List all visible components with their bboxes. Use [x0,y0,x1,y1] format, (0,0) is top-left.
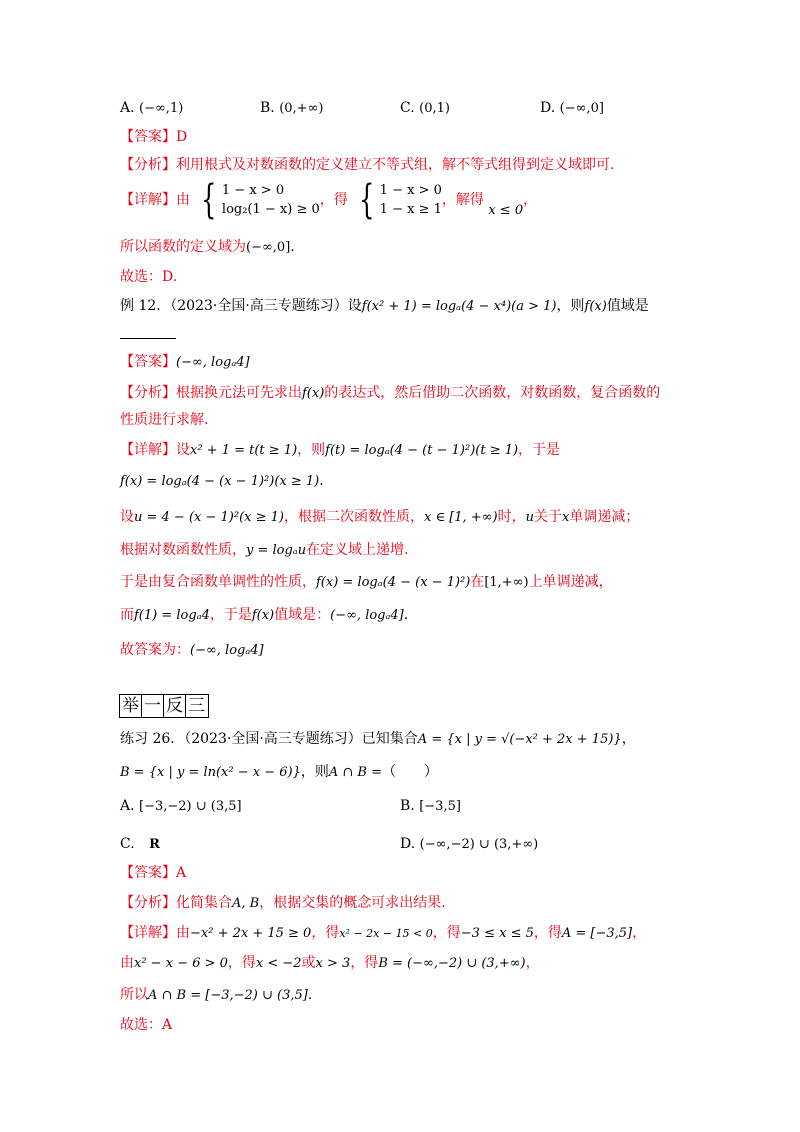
section-title [119,694,209,718]
analysis-text: ，根据交集的概念可求出结果. [259,895,446,911]
detail-math: −3 ≤ x ≤ 5 [460,926,534,941]
example-label: 例 12． [120,298,171,314]
option-value: R [149,837,160,852]
detail-math: B = (−∞,−2) ∪ (3,+∞) [378,956,526,971]
detail-math: x < −2 [255,956,302,971]
p26-detail-2 [120,953,540,974]
analysis-tag: 【分析】 [120,385,176,401]
detail-end: ， [525,955,540,971]
system-row: 1 − x > 0 [379,183,442,198]
detail-text: 设 [176,442,190,458]
inequality-system-2: { 1 − x > 0 1 − x ≥ 1 [359,177,442,223]
detail-text: ，得 [311,925,340,941]
ex12-analysis [120,383,660,404]
system-row: 1 − x > 0 [221,183,285,198]
detail-text: ，则 [297,442,326,458]
p26-analysis [120,893,446,914]
option-value: (0,1) [419,101,450,116]
detail-math: (−∞, logₐ4] [330,608,404,623]
detail-math: f(x) = logₐ(4 − (x − 1)²) [316,575,471,590]
answer-text: D [176,129,188,145]
detail-text: ，得 [319,192,348,208]
detail-math: x ≤ 0 [488,203,524,218]
p26-detail-1 [120,923,646,944]
section-title-char: 举 [122,696,140,716]
detail-math: x² − 2x − 15 < 0 [339,927,433,940]
detail-text: 在定义域上递增. [306,542,409,558]
detail-text: 关于 [533,509,562,525]
practice-math: A = {x | y = √(−x² + 2x + 15)} [417,732,622,747]
detail-text: 于是由复合函数单调性的性质， [120,574,316,590]
example-12-question [120,296,649,317]
detail-math: f(1) = logₐ4 [134,608,210,623]
detail-math: x ∈ [1, +∞) [423,510,498,525]
practice-text: （ ） [382,764,438,780]
detail-math: x² − x − 6 > 0 [134,956,228,971]
detail-math: x > 3 [315,956,351,971]
detail-math: f(x) [251,608,275,623]
detail-text: 上单调递减， [528,574,613,590]
detail-text: ，解得 [441,192,484,208]
choose-text: 故选：A [120,1017,173,1033]
section-title-char: 一 [141,695,162,717]
detail-text: ，于是 [518,442,561,458]
conclusion-text: 所以函数的定义域为 [120,239,246,255]
analysis-tag: 【分析】 [120,895,176,911]
ex12-final [120,640,264,661]
option-label: B. [400,798,415,814]
answer-tag: 【答案】 [120,129,176,145]
detail-text: 设 [120,509,134,525]
p26-detail-3 [120,985,312,1006]
detail-tag: 【详解】 [120,442,176,458]
final-text: 故答案为： [120,642,190,658]
detail-text: 由 [176,192,190,208]
analysis-text: 根据换元法可先求出 [176,385,302,401]
detail-math: f(x) = logₐ(4 − (x − 1)²)(x ≥ 1) [120,474,320,489]
q11-option-d [540,98,604,119]
practice-label: 练习 26． [120,731,185,747]
example-text: ，则 [556,298,585,314]
detail-end: . [403,607,409,623]
option-value: [−3,−2) ∪ (3,5] [139,799,242,814]
q11-option-a [120,98,183,119]
option-label: B. [260,100,275,116]
detail-math: [1,+∞) [484,575,529,590]
ex12-detail-6 [120,605,408,626]
q11-choose [120,267,177,287]
option-value: (0,+∞) [279,101,324,116]
option-value: [−3,5] [419,799,461,814]
option-label: A. [120,798,135,814]
practice-math: A ∩ B = [328,765,382,780]
option-label: D. [400,836,416,852]
detail-math: u [525,510,534,525]
p26-answer [120,863,186,883]
ex12-analysis-line2 [120,410,208,430]
detail-text: 单调递减； [569,509,640,525]
option-value: (−∞,0] [559,101,604,116]
detail-text: 在 [470,574,485,590]
answer-tag: 【答案】 [120,354,176,370]
detail-math: u = 4 − (x − 1)²(x ≥ 1) [134,510,284,525]
system-row: log₂(1 − x) ≥ 0 [221,202,320,217]
detail-text: 根据对数函数性质， [120,542,246,558]
p26-option-b [400,796,461,817]
detail-text: 时， [497,509,526,525]
option-label: C. [120,836,135,852]
detail-text: 所以 [120,987,148,1003]
analysis-text: 的表达式，然后借助二次函数，对数函数，复合函数的 [324,385,661,401]
ex12-detail-1 [120,440,560,461]
practice-text: ， [621,731,636,747]
detail-text: 或 [301,955,316,971]
practice-math: B = {x | y = ln(x² − x − 6)} [120,765,301,780]
q11-conclusion [120,237,295,258]
detail-text: 而 [120,607,134,623]
detail-tag: 【详解】 [120,925,176,941]
example-math: f(x² + 1) = logₐ(4 − x⁴)(a > 1) [361,299,557,314]
option-label: A. [120,100,135,116]
detail-text: ，得 [432,925,461,941]
p26-option-d [400,834,538,855]
analysis-text: 性质进行求解. [120,412,209,428]
detail-text: ，得 [533,925,562,941]
detail-end: . [307,987,313,1003]
detail-text: ，得 [350,955,379,971]
q11-option-c [400,98,450,119]
detail-end: . [319,473,324,489]
example-text: 值域是 [606,298,649,314]
q11-analysis [120,155,614,175]
example-source: （2023·全国·高三专题练习）设 [170,298,362,314]
section-title-char: 反 [163,695,184,717]
ex12-answer [120,352,250,373]
detail-math: A = [−3,5] [561,926,633,941]
answer-math: (−∞, logₐ4] [176,355,250,370]
detail-math: x² + 1 = t(t ≥ 1) [190,443,298,458]
detail-math: x [561,510,570,525]
ex12-detail-2 [120,471,324,492]
q11-detail [120,177,538,223]
practice-26-question-line2 [120,762,438,783]
p26-choose [120,1015,172,1035]
detail-math: y = logₐu [246,543,307,558]
q11-answer [120,127,187,147]
analysis-math: f(x) [302,386,325,401]
option-value: (−∞,1) [139,101,184,116]
detail-text: ，根据二次函数性质， [283,509,424,525]
section-title-char: 三 [185,695,206,717]
p26-option-c [120,834,160,855]
detail-text: 由 [176,925,190,941]
inequality-system-1: { 1 − x > 0 log₂(1 − x) ≥ 0 [201,177,320,223]
option-label: C. [400,100,415,116]
ex12-detail-4 [120,540,409,561]
answer-text: A [176,865,187,881]
conclusion-end: . [290,239,295,255]
ex12-detail-3 [120,507,639,528]
detail-text: ，得 [227,955,256,971]
analysis-text: 利用根式及对数函数的定义建立不等式组，解不等式组得到定义域即可. [176,157,615,173]
q11-option-b [260,98,323,119]
answer-tag: 【答案】 [120,865,176,881]
answer-blank-line [120,325,176,345]
detail-text: 值域是： [274,607,331,623]
practice-text: ，则 [300,764,329,780]
option-value: (−∞,−2) ∪ (3,+∞) [419,837,539,852]
p26-option-a [120,796,242,817]
practice-source: （2023·全国·高三专题练习）已知集合 [184,731,418,747]
example-math: f(x) [584,299,607,314]
detail-text: ，于是 [209,607,252,623]
final-math: (−∞, logₐ4] [190,643,264,658]
option-label: D. [540,100,556,116]
system-row: 1 − x ≥ 1 [379,202,442,217]
analysis-text: 化简集合 [176,895,232,911]
conclusion-math: (−∞,0] [246,240,291,255]
detail-text: ， [523,192,538,208]
practice-26-question [120,729,636,750]
detail-end: ， [632,925,647,941]
detail-math: A ∩ B = [−3,−2) ∪ (3,5] [148,988,308,1003]
detail-math: −x² + 2x + 15 ≥ 0 [190,926,312,941]
analysis-math: A, B [232,896,260,911]
detail-text: 由 [120,955,134,971]
ex12-detail-5 [120,572,613,593]
analysis-tag: 【分析】 [120,157,176,173]
choose-text: 故选：D. [120,269,178,285]
detail-math: f(t) = logₐ(4 − (t − 1)²)(t ≥ 1) [325,443,519,458]
detail-tag: 【详解】 [120,192,176,208]
